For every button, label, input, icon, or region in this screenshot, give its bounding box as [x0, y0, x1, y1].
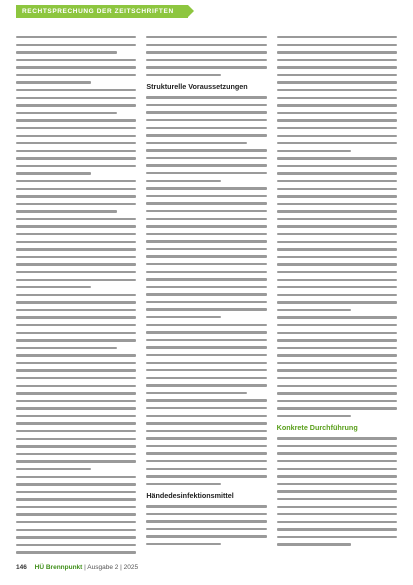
- illegible-paragraph: [277, 437, 397, 545]
- illegible-paragraph: [146, 36, 266, 76]
- subheading: Händedesinfektionsmittel: [146, 491, 234, 501]
- publication-name: HÜ Brennpunkt: [34, 564, 83, 571]
- illegible-paragraph: [277, 316, 397, 417]
- illegible-paragraph: [16, 476, 136, 559]
- column-2: [146, 36, 266, 559]
- illegible-paragraph: [16, 294, 136, 471]
- column-3: [277, 36, 397, 559]
- illegible-paragraph: [277, 36, 397, 152]
- issue-info: | Ausgabe 2 | 2025: [84, 564, 139, 571]
- illegible-paragraph: [146, 187, 266, 318]
- illegible-paragraph: [16, 180, 136, 288]
- article-columns: [16, 36, 397, 559]
- illegible-paragraph: [16, 36, 136, 84]
- illegible-paragraph: [146, 505, 266, 545]
- page-number: 146: [16, 564, 27, 571]
- illegible-paragraph: [146, 324, 266, 486]
- subheading: Konkrete Durchführung: [276, 423, 358, 433]
- section-header-tab: RECHTSPRECHUNG DER ZEITSCHRIFTEN: [16, 5, 188, 18]
- subheading: Strukturelle Voraussetzungen: [146, 82, 248, 92]
- page-header: [0, 0, 413, 22]
- illegible-paragraph: [146, 96, 266, 182]
- page-footer: [16, 564, 138, 574]
- illegible-paragraph: [16, 89, 136, 175]
- illegible-paragraph: [277, 157, 397, 311]
- column-1: [16, 36, 136, 559]
